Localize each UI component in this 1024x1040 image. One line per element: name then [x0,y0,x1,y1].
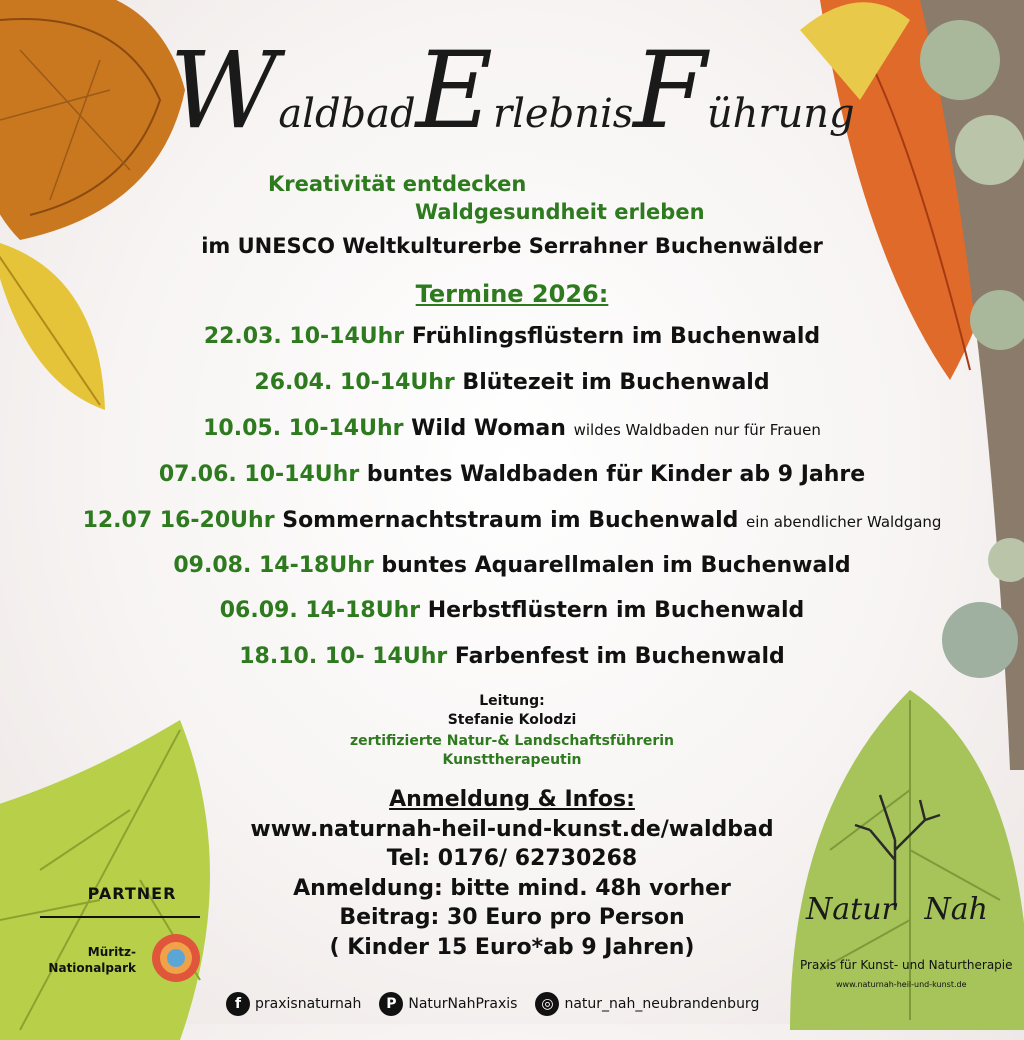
event-name: Frühlingsflüstern im Buchenwald [411,324,821,349]
logo-word-natur: Natur [806,892,896,927]
phone-number: Tel: 0176/ 62730268 [386,846,638,871]
social-handle: natur_nah_neubrandenburg [564,996,760,1012]
event-date: 09.08. 14-18Uhr [173,553,374,578]
title-initial-w: W [169,29,279,152]
logo-subtitle: Praxis für Kunst- und Naturtherapie [800,958,1013,972]
social-instagram[interactable] [535,992,759,1016]
event-row [0,508,1024,533]
location-line: im UNESCO Weltkulturerbe Serrahner Buchenwälder [201,234,823,258]
partner-divider [40,916,200,918]
anmeldung-heading: Anmeldung & Infos: [389,787,635,812]
event-date: 26.04. 10-14Uhr [254,370,455,395]
partner-label: PARTNER [87,884,177,903]
main-title [0,29,1024,178]
event-row [0,598,1024,623]
event-row [0,324,1024,349]
event-date: 12.07 16-20Uhr [82,508,275,533]
social-handle: praxisnaturnah [255,996,362,1012]
event-row [0,644,1024,669]
kids-fee-line: ( Kinder 15 Euro*ab 9 Jahren) [329,935,695,960]
website-link[interactable]: www.naturnah-heil-und-kunst.de/waldbad [250,817,774,842]
title-initial-f: F [633,29,707,152]
social-facebook[interactable] [226,992,361,1016]
pinterest-icon: P [379,992,403,1016]
title-part-fuehrung: ührung [706,91,855,137]
partner-name [36,944,136,976]
event-row [0,416,1024,441]
event-row [0,370,1024,395]
event-date: 07.06. 10-14Uhr [158,462,360,487]
event-name: Wild Woman [411,416,566,441]
event-date: 06.09. 14-18Uhr [219,598,421,623]
event-name: Sommernachtstraum im Buchenwald [282,508,739,533]
leitung-role-guide: zertifizierte Natur-& Landschaftsführerin [349,733,675,749]
title-part-erlebnis: rlebnis [493,91,634,137]
logo-word-nah: Nah [924,892,988,927]
registration-note: Anmeldung: bitte mind. 48h vorher [293,876,731,901]
facebook-icon: f [226,992,250,1016]
event-row [0,553,1024,578]
event-note: wildes Waldbaden nur für Frauen [573,421,821,439]
event-date: 18.10. 10- 14Uhr [239,644,448,669]
title-initial-e: E [415,29,494,152]
event-row [0,462,1024,487]
termine-heading: Termine 2026: [415,280,609,308]
subtitle-forest-health: Waldgesundheit erleben [415,200,705,224]
subtitle-creativity: Kreativität entdecken [268,172,527,196]
leitung-label: Leitung: [479,693,545,709]
event-note: ein abendlicher Waldgang [746,513,942,531]
social-bar [226,990,769,1018]
event-name: Herbstflüstern im Buchenwald [427,598,805,623]
leitung-name: Stefanie Kolodzi [447,712,577,728]
event-name: buntes Aquarellmalen im Buchenwald [381,553,851,578]
partner-name-line1: Müritz- [87,945,136,959]
title-part-waldbad: aldbad [278,91,416,137]
event-name: Blütezeit im Buchenwald [462,370,770,395]
event-name: buntes Waldbaden für Kinder ab 9 Jahre [366,462,866,487]
fee-line: Beitrag: 30 Euro pro Person [339,905,685,930]
logo-url: www.naturnah-heil-und-kunst.de [836,980,967,989]
logo-wordmark [806,892,988,927]
event-name: Farbenfest im Buchenwald [454,644,785,669]
social-pinterest[interactable] [379,992,517,1016]
event-date: 10.05. 10-14Uhr [203,416,404,441]
leitung-role-therapist: Kunsttherapeutin [442,752,582,768]
instagram-icon: ◎ [535,992,559,1016]
event-date: 22.03. 10-14Uhr [203,324,405,349]
partner-name-line2: Nationalpark [48,961,136,975]
social-handle: NaturNahPraxis [408,996,518,1012]
national-park-badge-icon [150,932,202,984]
